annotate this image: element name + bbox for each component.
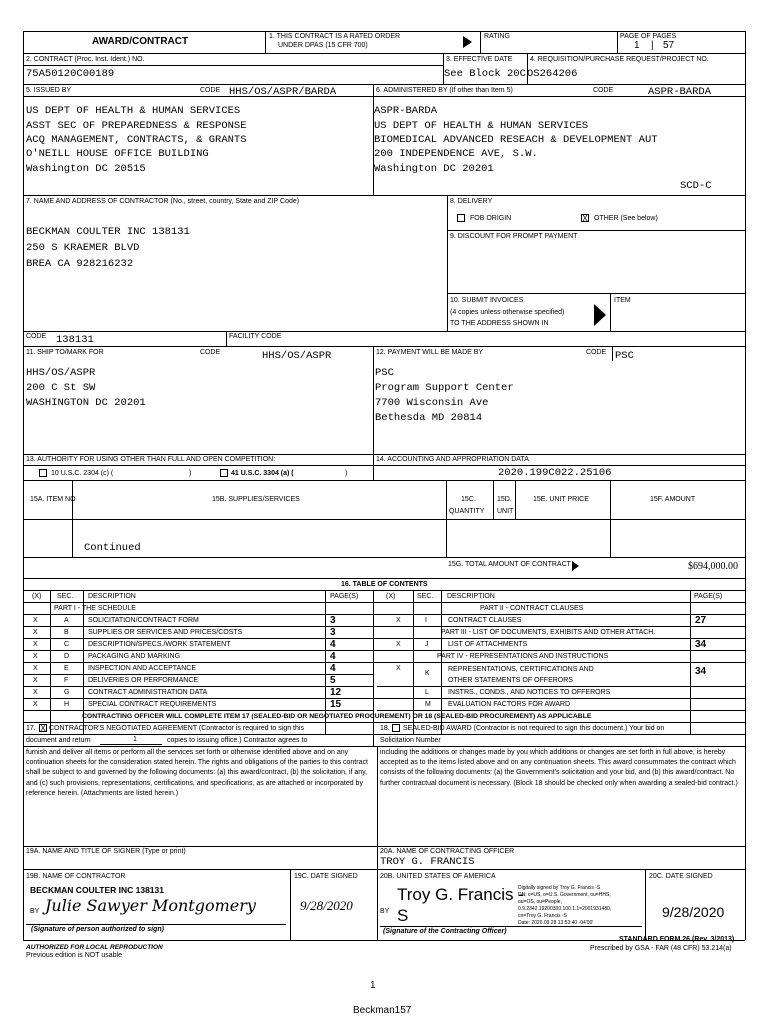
toc-row-desc: EVALUATION FACTORS FOR AWARD [448,701,570,708]
co-by-label: BY [380,908,390,915]
toc-row-desc: LIST OF ATTACHMENTS [448,641,528,648]
arrow-right-icon [463,36,472,48]
co-signature-caption: (Signature of the Contracting Officer) [383,928,507,935]
contractor-line-2: 250 S KRAEMER BLVD [26,242,140,254]
issued-by-line-3: ACQ MANAGEMENT, CONTRACTS, & GRANTS [26,134,247,146]
rating-label: RATING [484,33,510,40]
contractor-by-label: BY [30,908,40,915]
quantity-header: 15C. [461,496,476,503]
contractor-date-value: 9/28/2020 [300,898,353,913]
rated-order-label-2: UNDER DPAS (15 CFR 700) [278,42,368,49]
payment-label: 12. PAYMENT WILL BE MADE BY [376,349,484,356]
supplies-header: 15B. SUPPLIES/SERVICES [212,496,300,503]
toc-x-header: (X) [32,593,42,600]
authority-3304-close: ) [345,470,348,477]
co-signature-2: S [397,906,409,925]
digital-sig-line: cn=Troy G. Francis -S [518,913,567,919]
total-amount-label: 15G. TOTAL AMOUNT OF CONTRACT [448,561,571,568]
toc-row-sec: E [64,665,69,672]
toc-row-pages: 15 [330,699,342,710]
contracting-officer-name: TROY G. FRANCIS [380,856,475,868]
requisition-label: 4. REQUISITION/PURCHASE REQUEST/PROJECT NO. [530,56,709,63]
toc-row-x: X [396,665,401,672]
toc-row-x: X [33,629,38,636]
toc-pages-header: PAGE(S) [330,593,359,600]
co-signature: Troy G. Francis - [397,885,524,904]
page-separator: | [651,40,654,51]
authority-2304-checkbox[interactable] [39,469,47,477]
block17-return-text: document and return [26,737,91,744]
contractor-signature: Julie Sawyer Montgomery [45,896,256,915]
ship-to-line-2: 200 C St SW [26,382,96,394]
other-delivery-label: OTHER (See below) [594,215,658,222]
toc-row-desc: SPECIAL CONTRACT REQUIREMENTS [88,701,217,708]
toc-sec-header: SEC. [57,593,74,600]
toc-row-sec: F [64,677,69,684]
authority-3304-label: 41 U.S.C. 3304 (a) ( [231,470,294,477]
toc-row-desc: REPRESENTATIONS, CERTIFICATIONS AND [448,666,594,673]
toc-row-pages: 4 [330,663,336,674]
contract-no-label: 2. CONTRACT (Proc. Inst. Ident.) NO. [26,56,145,63]
toc-row-x: X [33,677,38,684]
unit-header: 15D. [497,496,512,503]
arrow-right-icon [594,304,606,326]
toc-row-desc: SOLICITATION/CONTRACT FORM [88,617,199,624]
sealed-bid-checkbox[interactable] [392,724,400,732]
toc-row-desc: INSTRS., CONDS., AND NOTICES TO OFFERORS [448,689,611,696]
toc-row-desc: PACKAGING AND MARKING [88,653,181,660]
digital-sig-line: Digitally signed by Troy G. Francis -S [518,885,601,891]
submit-invoices-label: 10. SUBMIT INVOICES [450,297,524,304]
accounting-value: 2020.199C022.25106 [498,467,612,479]
total-pages: 57 [663,40,675,51]
submit-invoices-copies: (4 copies unless otherwise specified) [450,309,565,316]
toc-row-sec: D [64,653,70,660]
page-number: 1 [634,40,640,51]
administered-by-extra: SCD-C [680,180,712,192]
authority-2304-close: ) [189,470,192,477]
toc-part-3: PART III - LIST OF DOCUMENTS, EXHIBITS AND OTHER ATTACH. [441,629,656,636]
issued-by-code: HHS/OS/ASPR/BARDA [229,86,337,98]
page-of-pages-label: PAGE OF PAGES [620,33,677,40]
contract-no-value: 75A50120C00189 [26,68,115,80]
document-name: Beckman157 [353,1005,412,1016]
toc-row-x: X [33,653,38,660]
issued-by-line-1: US DEPT OF HEALTH & HUMAN SERVICES [26,105,241,117]
item-no-header: 15A. ITEM NO [30,496,76,503]
reproduction-note: AUTHORIZED FOR LOCAL REPRODUCTION [26,944,163,951]
administered-by-line-5: Washington DC 20201 [374,163,494,175]
ship-to-code: HHS/OS/ASPR [262,350,332,362]
toc-row-sec: K [425,670,430,677]
contractor-date-label: 19C. DATE SIGNED [294,873,358,880]
authority-3304-checkbox[interactable] [220,469,228,477]
issued-by-line-5: Washington DC 20515 [26,163,146,175]
payment-line-2: Program Support Center [375,382,514,394]
toc-row-desc-2: OTHER STATEMENTS OF OFFERORS [448,677,573,684]
administered-by-code-label: CODE [593,87,614,94]
toc-row-x: X [396,617,401,624]
digital-sig-line: 0.9.2342.19200300.100.1.1=2001931480, [518,906,612,912]
toc-row-pages: 4 [330,651,336,662]
total-amount-value: $694,000.00 [688,561,738,572]
administered-by-line-1: ASPR-BARDA [374,105,438,117]
block17-return-text-2: copies to issuing office.) Contractor agrees to [167,737,308,744]
toc-row-x: X [33,701,38,708]
administered-by-line-4: 200 INDEPENDENCE AVE, S.W. [374,148,538,160]
toc-row-pages: 4 [330,639,336,650]
toc-row-x: X [396,641,401,648]
block18-label: 18. [380,725,390,732]
toc-row-x: X [33,617,38,624]
delivery-label: 8. DELIVERY [450,198,493,205]
toc-row-sec: B [64,629,69,636]
block17-label: 17. [26,725,36,732]
continued-text: Continued [84,542,141,554]
standard-form-label: STANDARD FORM 26 (Rev. 3/2013) [619,936,735,943]
administered-by-label: 6. ADMINISTERED BY (If other than Item 5) [376,87,513,94]
toc-row-x: X [33,689,38,696]
page-footer-number: 1 [370,980,376,991]
co-date-label: 20C. DATE SIGNED [649,873,713,880]
signer-name-label: 19A. NAME AND TITLE OF SIGNER (Type or print) [26,848,186,855]
block18-body: including the additions or changes made by you which additions or changes are set forth in full above, is hereby accepted as to the items listed above and on any continuation sheets. This award consummates the contract which consists of the following documents: (a) the Government's solicitation and your bid, and (b) this award/contract. No further contractual document is necessary. (Block 18 should be checked only when awarding a sealed-bid contract.) [380,749,738,787]
toc-row-pages: 27 [695,615,707,626]
issued-by-code-label: CODE [200,87,221,94]
toc-x-header-right: (X) [386,593,396,600]
digital-sig-line: ou=OS, ou=People, [518,899,562,905]
other-delivery-checkbox[interactable]: X [582,214,588,223]
administered-by-code: ASPR-BARDA [648,86,712,98]
toc-row-desc: DELIVERIES OR PERFORMANCE [88,677,199,684]
toc-pages-header-right: PAGE(S) [694,593,723,600]
toc-row-sec: J [425,641,429,648]
toc-row-sec: A [64,617,69,624]
toc-part-1: PART I - THE SCHEDULE [54,605,136,612]
toc-row-sec: H [64,701,70,708]
toc-row-sec: L [425,689,429,696]
toc-row-pages: 3 [330,627,336,638]
toc-row-desc: DESCRIPTION/SPECS./WORK STATEMENT [88,641,231,648]
payment-line-1: PSC [375,367,394,379]
toc-row-x: X [33,641,38,648]
contractor-name-value: BECKMAN COULTER INC 138131 [30,885,164,895]
facility-code-label: FACILITY CODE [229,333,282,340]
payment-line-3: 7700 Wisconsin Ave [375,397,489,409]
block17-body: furnish and deliver all items or perform all the services set forth or otherwise identified above and on any continuation sheets for the consideration stated herein. The rights and obligations of the parties to this contract shall be subject to and governed by the following documents: (a) this award/contract, (b) the solicitation, if any, and (c) such provisions, representations, certifications, and specifications, as are attached or incorporated by reference herein. (Attachments are listed herein.) [26,749,368,797]
toc-desc-header-right: DESCRIPTION [447,593,495,600]
toc-row-pages: 5 [330,675,336,686]
issued-by-line-2: ASST SEC OF PREPAREDNESS & RESPONSE [26,120,247,132]
toc-title: 16. TABLE OF CONTENTS [341,581,428,588]
negotiated-agreement-label: CONTRACTOR'S NEGOTIATED AGREEMENT (Contractor is required to sign this [49,725,304,732]
requisition-value: OS264206 [527,68,578,80]
payment-line-4: Bethesda MD 20814 [375,412,483,424]
payment-code: PSC [615,350,634,362]
toc-sec-header-right: SEC. [417,593,434,600]
ship-to-code-label: CODE [200,349,221,356]
prescribed-by-label: Prescribed by GSA - FAR (48 CFR) 53.214(a) [590,945,732,952]
usa-label: 20B. UNITED STATES OF AMERICA [380,873,496,880]
toc-row-sec: C [64,641,70,648]
discount-label: 9. DISCOUNT FOR PROMPT PAYMENT [450,233,578,240]
toc-row-pages: 12 [330,687,342,698]
toc-part-2: PART II - CONTRACT CLAUSES [480,605,584,612]
contracting-officer-label: 20A. NAME OF CONTRACTING OFFICER [380,848,515,855]
fob-origin-label: FOB ORIGIN [470,215,512,222]
previous-edition-note: Previous edition is NOT usable [26,952,122,959]
arrow-right-icon [572,561,579,571]
contractor-line-1: BECKMAN COULTER INC 138131 [26,226,190,238]
block17-copies: 1 [133,736,137,743]
unit-price-header: 15E. UNIT PRICE [533,496,589,503]
amount-header: 15F. AMOUNT [650,496,696,503]
contractor-code-label: CODE [26,333,47,340]
solicitation-number-label: Solicitation Number [380,737,441,744]
authority-2304-label: 10 U.S.C. 2304 (c) ( [51,470,114,477]
contractor-name-label: 19B. NAME OF CONTRACTOR [26,873,126,880]
invoice-item-label: ITEM [614,297,631,304]
toc-part-4: PART IV - REPRESENTATIONS AND INSTRUCTIONS [437,653,609,660]
negotiated-agreement-checkbox[interactable]: X [40,724,46,733]
toc-row-x: X [33,665,38,672]
toc-row-sec: G [64,689,70,696]
rated-order-label: 1. THIS CONTRACT IS A RATED ORDER [269,33,401,40]
unit-header-2: UNIT [497,508,514,515]
co-date-value: 9/28/2020 [662,904,725,920]
issued-by-line-4: O'NEILL HOUSE OFFICE BUILDING [26,148,209,160]
administered-by-line-2: US DEPT OF HEALTH & HUMAN SERVICES [374,120,589,132]
contractor-label: 7. NAME AND ADDRESS OF CONTRACTOR (No., street, country, State and ZIP Code) [26,198,300,205]
contractor-code: 138131 [56,334,94,346]
ship-to-line-3: WASHINGTON DC 20201 [26,397,146,409]
contractor-signature-caption: (Signature of person authorized to sign) [31,926,164,933]
effective-date-label: 3. EFFECTIVE DATE [446,56,513,63]
toc-desc-header: DESCRIPTION [88,593,136,600]
toc-row-desc: CONTRACT ADMINISTRATION DATA [88,689,208,696]
ship-to-line-1: HHS/OS/ASPR [26,367,96,379]
submit-invoices-address: TO THE ADDRESS SHOWN IN [450,320,549,327]
toc-row-desc: CONTRACT CLAUSES [448,617,522,624]
toc-row-pages: 34 [695,666,707,677]
toc-row-desc: INSPECTION AND ACCEPTANCE [88,665,197,672]
contracting-officer-instruction: CONTRACTING OFFICER WILL COMPLETE ITEM 17 (SEALED-BID OR NEGOTIATED PROCUREMENT) OR 18 (SEALED-BID PROCUREMENT) AS APPLICABLE [82,713,592,720]
administered-by-line-3: BIOMEDICAL ADVANCED RESEACH & DEVELOPMENT AUT [374,134,658,146]
toc-row-sec: M [425,701,431,708]
authority-label: 13. AUTHORITY FOR USING OTHER THAN FULL AND OPEN COMPETITION: [26,456,276,463]
ship-to-label: 11. SHIP TO/MARK FOR [26,349,104,356]
payment-code-label: CODE [586,349,607,356]
contractor-line-3: BREA CA 928216232 [26,258,134,270]
accounting-label: 14. ACCOUNTING AND APPROPRIATION DATA [376,456,529,463]
effective-date-value: See Block 20C [444,68,526,80]
digital-sig-line: Date: 2020.09.28 13:53:40 -04'00' [518,920,594,926]
issued-by-label: 5. ISSUED BY [26,87,72,94]
fob-origin-checkbox[interactable] [457,214,465,222]
quantity-header-2: QUANTITY [449,508,485,515]
toc-row-pages: 34 [695,639,707,650]
digital-sig-line: DN: c=US, o=U.S. Government, ou=HHS, [518,892,611,898]
sealed-bid-label: SEALED-BID AWARD (Contractor is not required to sign this document.) Your bid on [403,725,665,732]
toc-row-pages: 3 [330,615,336,626]
toc-row-sec: I [425,617,427,624]
form-title: AWARD/CONTRACT [92,36,189,47]
toc-row-desc: SUPPLIES OR SERVICES AND PRICES/COSTS [88,629,243,636]
